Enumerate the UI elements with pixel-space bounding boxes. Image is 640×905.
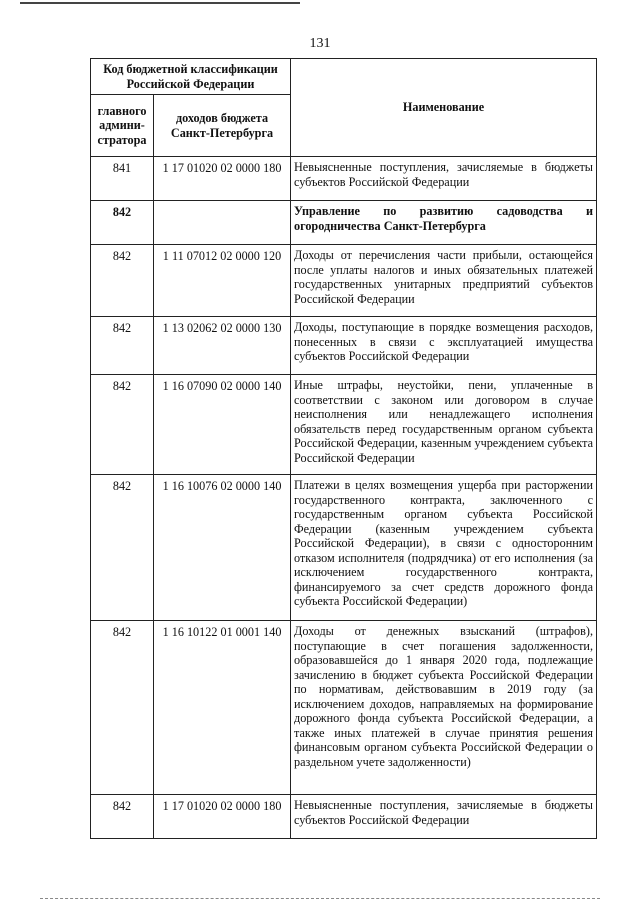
cell-admin-code: 842 (91, 375, 154, 475)
header-budget-classification-code: Код бюджетной классификации Российской Федерации (91, 59, 291, 95)
cell-revenue-code: 1 17 01020 02 0000 180 (154, 157, 291, 201)
cell-revenue-code: 1 11 07012 02 0000 120 (154, 245, 291, 317)
cell-name: Невыясненные поступления, зачисляемые в бюджеты субъектов Российской Федерации (291, 795, 597, 839)
table-row (91, 245, 597, 317)
table-row (91, 375, 597, 475)
cell-name: Доходы от денежных взысканий (штрафов), поступающие в счет погашения задолженности, образовавшейся до 1 января 2020 года, подлежащие зачислению в бюджет субъекта Российской Федерации по нормативам, действовавшим в 2019 году (за исключением доходов, направляемых на формирование дорожного фонда субъекта Российской Федерации, а также иных платежей в случае принятия решения финансовым органом субъекта Российской Федерации о раздельном учете задолженности) (291, 621, 597, 795)
cell-name: Невыясненные поступления, зачисляемые в бюджеты субъектов Российской Федерации (291, 157, 597, 201)
cell-revenue-code: 1 16 10122 01 0001 140 (154, 621, 291, 795)
header-name: Наименование (291, 59, 597, 157)
cell-revenue-code: 1 16 10076 02 0000 140 (154, 475, 291, 621)
cell-admin-code: 842 (91, 795, 154, 839)
cell-admin-code: 842 (91, 245, 154, 317)
table-row (91, 621, 597, 795)
table-row (91, 317, 597, 375)
cell-name: Доходы от перечисления части прибыли, остающейся после уплаты налогов и иных обязательных платежей государственных унитарных предприятий субъектов Российской Федерации (291, 245, 597, 317)
cell-revenue-code: 1 17 01020 02 0000 180 (154, 795, 291, 839)
header-revenue-code: доходов бюджета Санкт-Петербурга (154, 95, 291, 157)
header-main-administrator: главного админи-стратора (91, 95, 154, 157)
cell-name: Платежи в целях возмещения ущерба при расторжении государственного контракта, заключенного с государственным органом субъекта Российской Федерации (казенным учреждением субъекта Российской Федерации), в связи с односторонним отказом исполнителя (подрядчика) от его исполнения (за исключением государственного контракта, финансируемого за счет средств дорожного фонда субъекта Российской Федерации) (291, 475, 597, 621)
scan-artifact-top (20, 2, 300, 4)
cell-name: Управление по развитию садоводства и огородничества Санкт-Петербурга (291, 201, 597, 245)
table-row (91, 157, 597, 201)
cell-admin-code: 842 (91, 317, 154, 375)
cell-revenue-code: 1 13 02062 02 0000 130 (154, 317, 291, 375)
budget-classification-table (90, 58, 597, 839)
cell-revenue-code (154, 201, 291, 245)
scan-artifact-bottom (40, 898, 600, 900)
table-row (91, 795, 597, 839)
cell-admin-code: 842 (91, 475, 154, 621)
table-row-section-heading (91, 201, 597, 245)
cell-admin-code: 842 (91, 201, 154, 245)
cell-admin-code: 841 (91, 157, 154, 201)
cell-admin-code: 842 (91, 621, 154, 795)
table-row (91, 475, 597, 621)
cell-name: Иные штрафы, неустойки, пени, уплаченные в соответствии с законом или договором в случае неисполнения или ненадлежащего исполнения обязательств перед государственным органом субъекта Российской Федерации, казенным учреждением субъекта Российской Федерации (291, 375, 597, 475)
page-number: 131 (309, 36, 331, 51)
cell-revenue-code: 1 16 07090 02 0000 140 (154, 375, 291, 475)
cell-name: Доходы, поступающие в порядке возмещения расходов, понесенных в связи с эксплуатацией имущества субъектов Российской Федерации (291, 317, 597, 375)
